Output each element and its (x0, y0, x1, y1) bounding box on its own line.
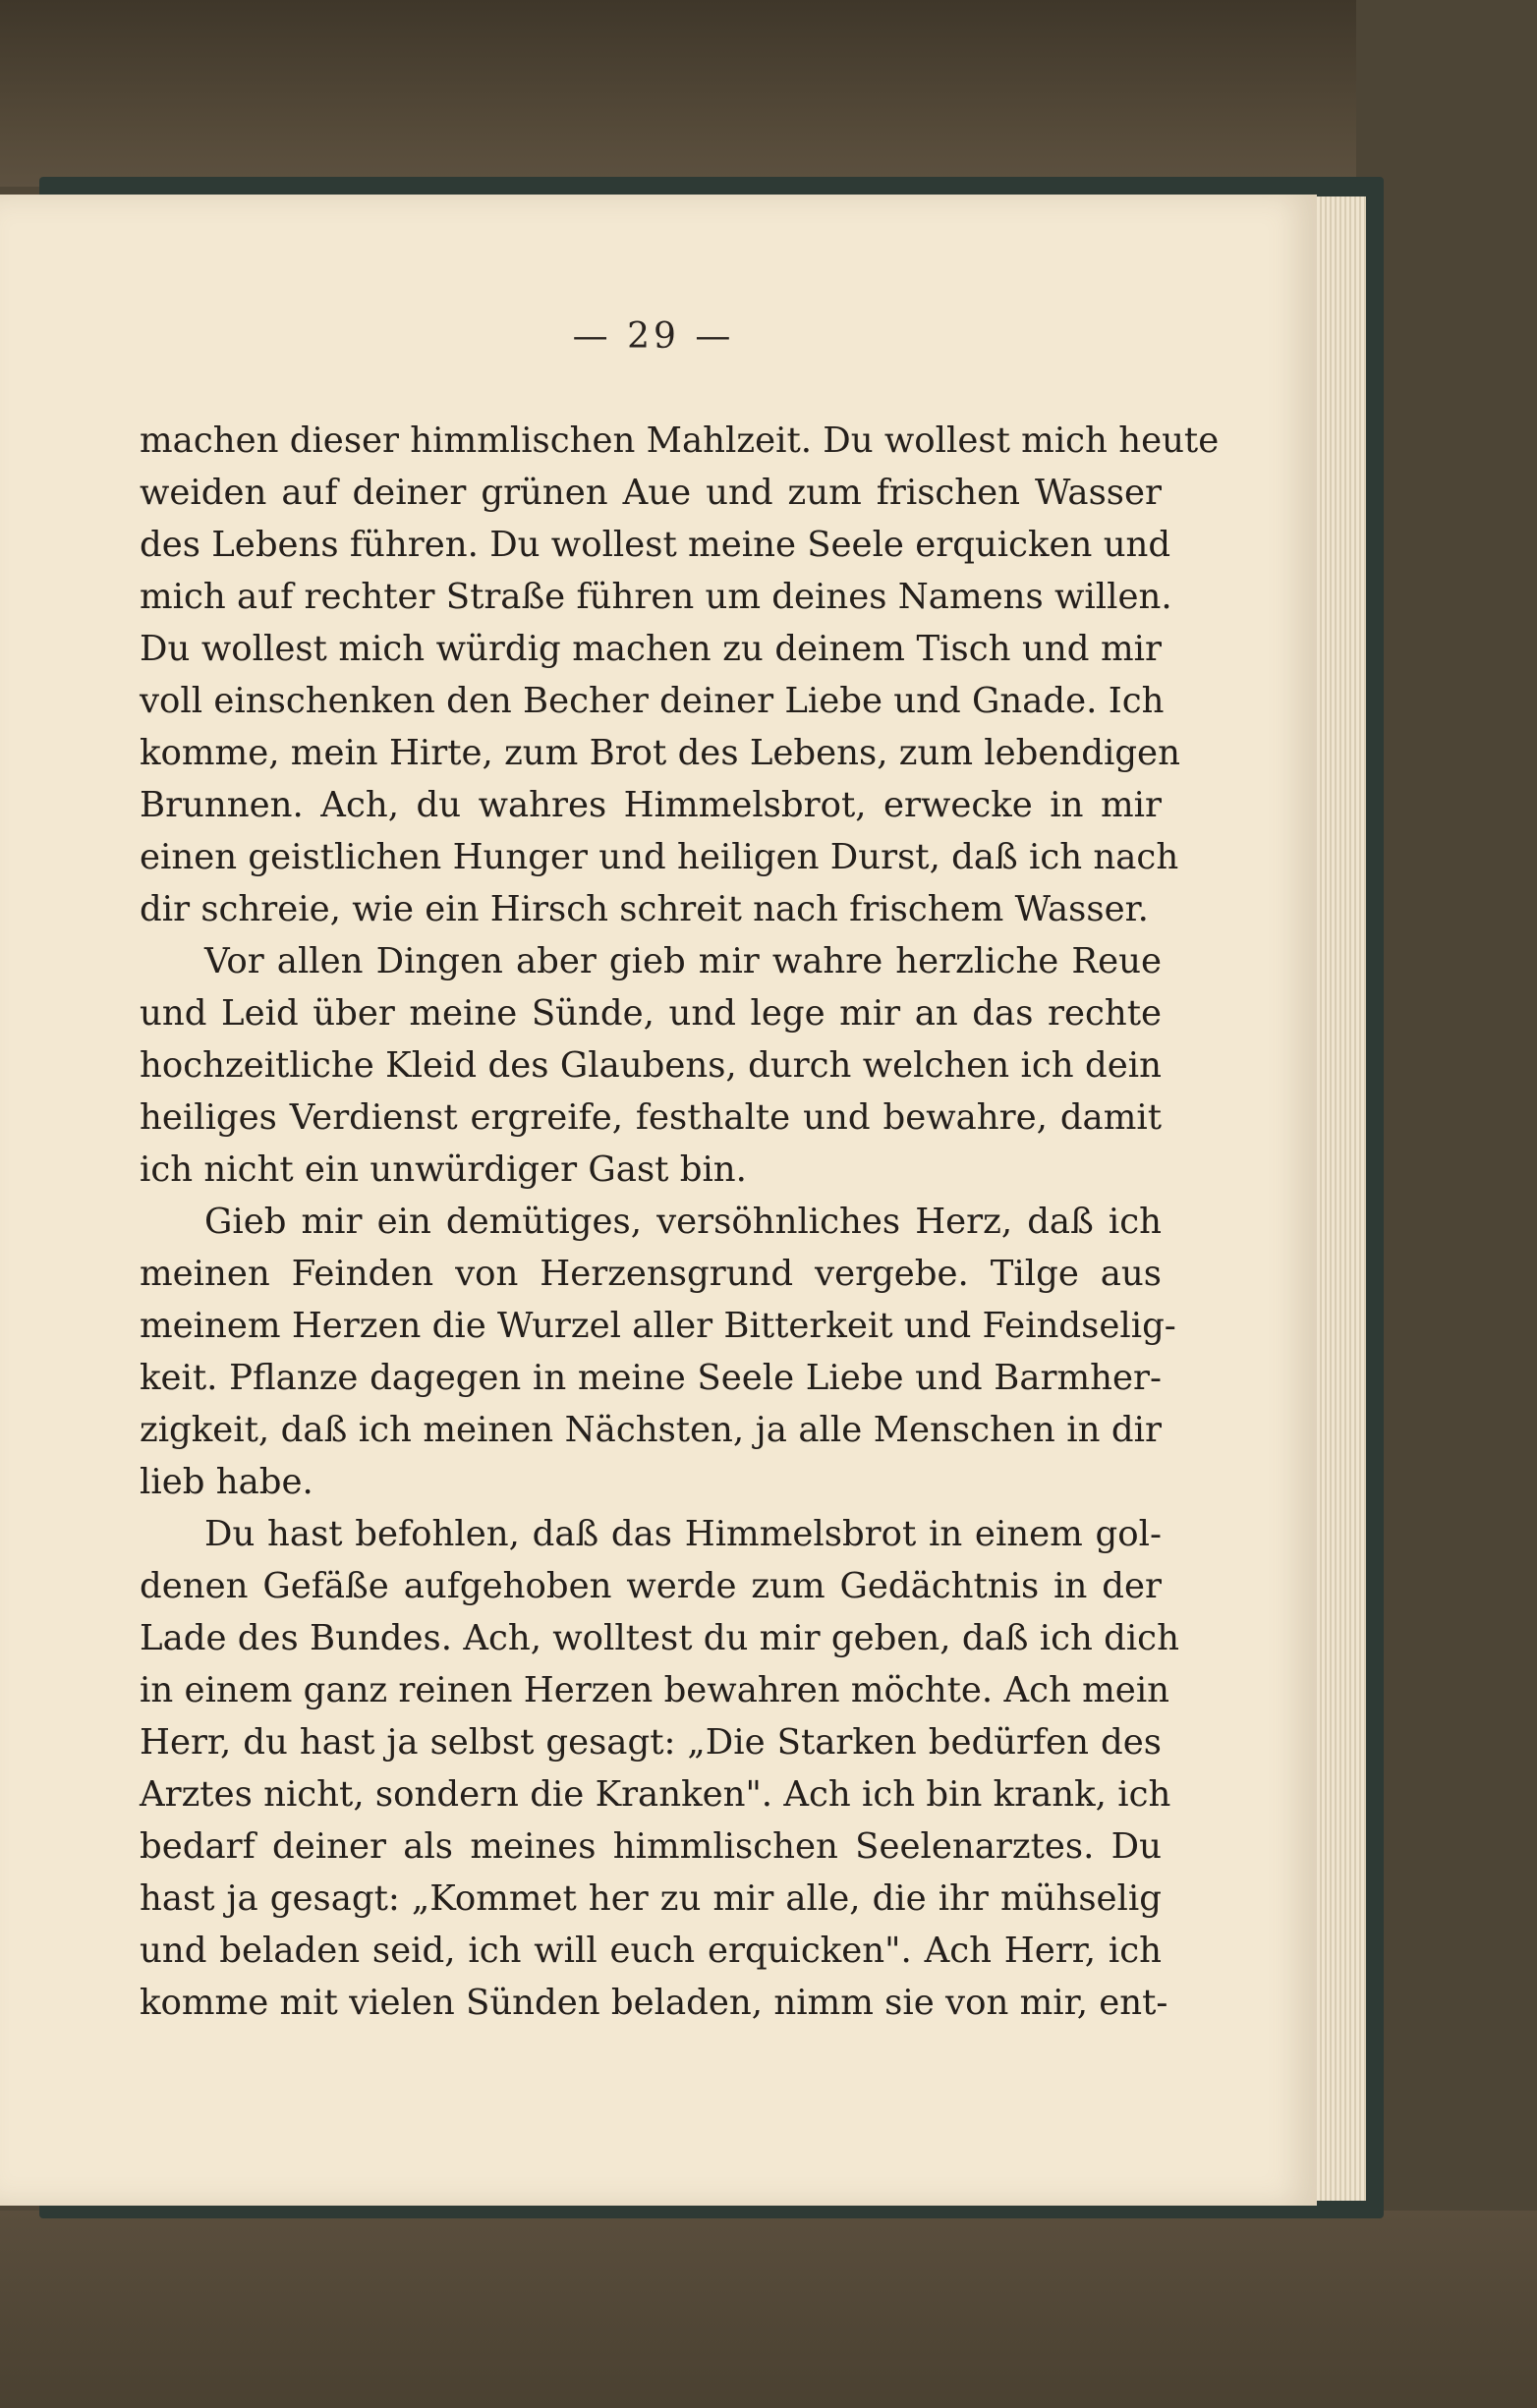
background-top (0, 0, 1537, 187)
text-line: Herr, du hast ja selbst gesagt: „Die Starken bedürfen des (140, 1722, 1162, 1763)
text-line: lieb habe. (140, 1462, 313, 1502)
text-line: einen geistlichen Hunger und heiligen Durst, daß ich nach (140, 837, 1179, 877)
text-line: hast ja gesagt: „Kommet her zu mir alle, die ihr mühselig (140, 1878, 1162, 1919)
text-line: weiden auf deiner grünen Aue und zum frischen Wasser (140, 473, 1162, 513)
text-line: Lade des Bundes. Ach, wolltest du mir geben, daß ich dich (140, 1618, 1179, 1658)
text-line: in einem ganz reinen Herzen bewahren möchte. Ach mein (140, 1670, 1170, 1710)
text-line: machen dieser himmlischen Mahlzeit. Du wollest mich heute (140, 420, 1220, 461)
text-line: des Lebens führen. Du wollest meine Seele erquicken und (140, 525, 1171, 565)
text-line: dir schreie, wie ein Hirsch schreit nach frischem Wasser. (140, 889, 1149, 929)
text-line: heiliges Verdienst ergreife, festhalte und bewahre, damit (140, 1097, 1162, 1138)
text-line: meinem Herzen die Wurzel aller Bitterkeit und Feindselig- (140, 1306, 1176, 1346)
text-line: denen Gefäße aufgehoben werde zum Gedächtnis in der (140, 1566, 1162, 1606)
text-line: hochzeitliche Kleid des Glaubens, durch welchen ich dein (140, 1045, 1162, 1086)
text-line: keit. Pflanze dagegen in meine Seele Liebe und Barmher- (140, 1358, 1162, 1398)
text-line: zigkeit, daß ich meinen Nächsten, ja alle Menschen in dir (140, 1410, 1162, 1450)
text-line: ich nicht ein unwürdiger Gast bin. (140, 1149, 747, 1190)
text-line: bedarf deiner als meines himmlischen Seelenarztes. Du (140, 1826, 1162, 1867)
background-bottom (0, 2211, 1537, 2408)
text-line: Vor allen Dingen aber gieb mir wahre herzliche Reue (204, 941, 1162, 981)
text-line: komme, mein Hirte, zum Brot des Lebens, zum lebendigen (140, 733, 1180, 773)
text-line: und beladen seid, ich will euch erquicken". Ach Herr, ich (140, 1931, 1162, 1971)
body-text (140, 415, 1220, 2029)
text-line: Brunnen. Ach, du wahres Himmelsbrot, erwecke in mir (140, 785, 1162, 825)
text-line: komme mit vielen Sünden beladen, nimm sie von mir, ent- (140, 1983, 1168, 2023)
text-line: Du hast befohlen, daß das Himmelsbrot in einem gol- (204, 1514, 1162, 1554)
text-line: Arztes nicht, sondern die Kranken". Ach ich bin krank, ich (140, 1774, 1171, 1815)
text-line: und Leid über meine Sünde, und lege mir an das rechte (140, 993, 1162, 1034)
text-line: Du wollest mich würdig machen zu deinem Tisch und mir (140, 629, 1162, 669)
page-number: — 29 — (572, 316, 735, 357)
text-line: mich auf rechter Straße führen um deines Namens willen. (140, 577, 1172, 617)
text-line: voll einschenken den Becher deiner Liebe und Gnade. Ich (140, 681, 1165, 721)
text-line: meinen Feinden von Herzensgrund vergebe. Tilge aus (140, 1254, 1162, 1294)
text-line: Gieb mir ein demütiges, versöhnliches Herz, daß ich (204, 1202, 1162, 1242)
